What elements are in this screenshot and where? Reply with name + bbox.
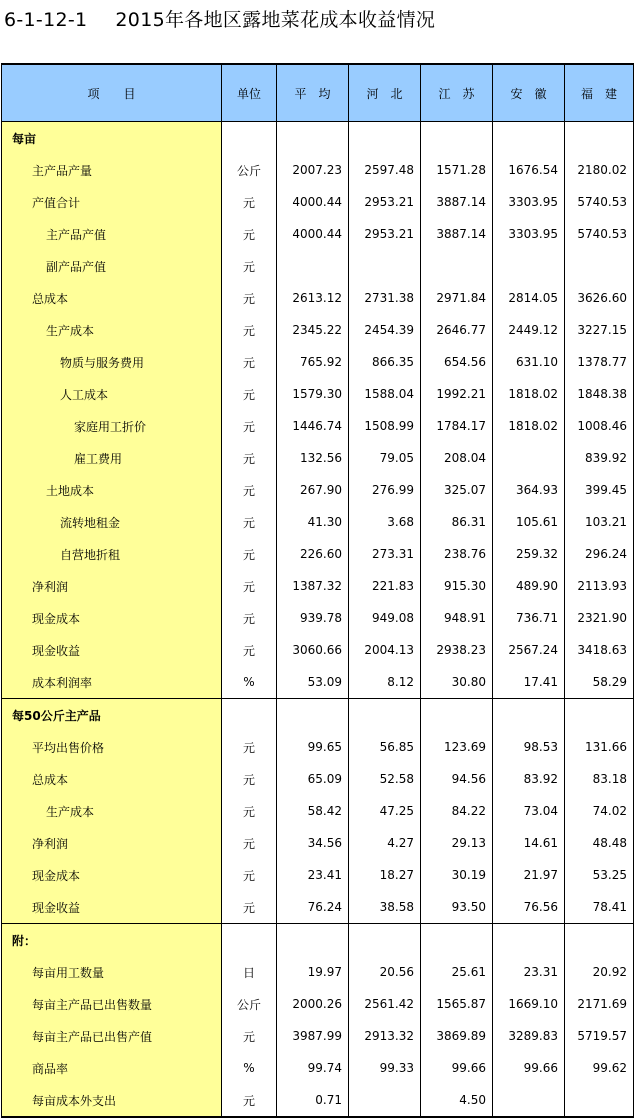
cell-hebei: 47.25 [349,795,421,827]
cell-anhui: 1818.02 [493,378,565,410]
cell-hebei: 20.56 [349,956,421,988]
cell-anhui [493,122,565,155]
cell-anhui: 21.97 [493,859,565,891]
cell-hebei: 52.58 [349,763,421,795]
cell-fujian: 2180.02 [565,154,634,186]
row-unit: 元 [222,314,277,346]
cell-jiangsu: 208.04 [421,442,493,474]
row-label: 每50公斤主产品 [2,699,222,732]
row-label: 总成本 [2,763,222,795]
row-label: 自营地折租 [2,538,222,570]
cell-fujian: 3418.63 [565,634,634,666]
cell-hebei: 2953.21 [349,186,421,218]
cell-jiangsu [421,122,493,155]
table-row [2,859,634,891]
cell-hebei: 2004.13 [349,634,421,666]
cell-jiangsu: 1571.28 [421,154,493,186]
cell-average: 1387.32 [277,570,349,602]
section-row [2,699,634,732]
table-row [2,956,634,988]
cell-hebei: 38.58 [349,891,421,924]
cell-average: 765.92 [277,346,349,378]
row-label: 净利润 [2,827,222,859]
cell-hebei: 2597.48 [349,154,421,186]
cell-average: 65.09 [277,763,349,795]
cell-jiangsu: 94.56 [421,763,493,795]
cell-hebei: 4.27 [349,827,421,859]
cell-average: 2345.22 [277,314,349,346]
cell-jiangsu: 25.61 [421,956,493,988]
cell-hebei: 1588.04 [349,378,421,410]
cell-average: 2007.23 [277,154,349,186]
cell-hebei: 276.99 [349,474,421,506]
cell-average: 34.56 [277,827,349,859]
cell-average: 4000.44 [277,218,349,250]
row-unit: 元 [222,474,277,506]
cell-hebei: 2731.38 [349,282,421,314]
row-label: 平均出售价格 [2,731,222,763]
cell-hebei: 56.85 [349,731,421,763]
cell-jiangsu: 4.50 [421,1084,493,1117]
cell-hebei [349,250,421,282]
cell-jiangsu: 2971.84 [421,282,493,314]
cell-average: 76.24 [277,891,349,924]
cell-jiangsu [421,250,493,282]
cell-hebei: 1508.99 [349,410,421,442]
table-row [2,795,634,827]
cell-fujian: 78.41 [565,891,634,924]
cell-jiangsu: 84.22 [421,795,493,827]
cell-fujian: 48.48 [565,827,634,859]
cell-jiangsu: 238.76 [421,538,493,570]
cell-fujian: 74.02 [565,795,634,827]
cell-hebei: 8.12 [349,666,421,699]
row-unit: 元 [222,859,277,891]
row-unit: 元 [222,731,277,763]
row-unit: 元 [222,378,277,410]
cell-anhui [493,924,565,957]
header-hebei: 河 北 [349,64,421,122]
cell-jiangsu: 948.91 [421,602,493,634]
table-row [2,634,634,666]
cost-income-table [1,63,634,1118]
row-label: 附： [2,924,222,957]
cell-hebei: 2913.32 [349,1020,421,1052]
cell-fujian: 99.62 [565,1052,634,1084]
table-row [2,250,634,282]
row-label: 每亩 [2,122,222,155]
cell-average: 226.60 [277,538,349,570]
cell-jiangsu: 1565.87 [421,988,493,1020]
cell-average: 0.71 [277,1084,349,1117]
cell-anhui: 259.32 [493,538,565,570]
cell-hebei: 18.27 [349,859,421,891]
row-label: 副产品产值 [2,250,222,282]
cell-hebei: 79.05 [349,442,421,474]
table-row [2,827,634,859]
cell-anhui: 17.41 [493,666,565,699]
cell-fujian: 3227.15 [565,314,634,346]
cell-average: 1579.30 [277,378,349,410]
cell-anhui [493,250,565,282]
cell-anhui: 14.61 [493,827,565,859]
cell-fujian: 5719.57 [565,1020,634,1052]
cell-jiangsu: 93.50 [421,891,493,924]
cell-fujian: 1378.77 [565,346,634,378]
header-anhui: 安 徽 [493,64,565,122]
row-unit: 日 [222,956,277,988]
cell-anhui: 98.53 [493,731,565,763]
table-code: 6-1-12-1 [4,9,88,31]
cell-fujian: 399.45 [565,474,634,506]
cell-anhui: 2449.12 [493,314,565,346]
cell-average: 939.78 [277,602,349,634]
cell-hebei: 221.83 [349,570,421,602]
header-jiangsu: 江 苏 [421,64,493,122]
cell-jiangsu: 654.56 [421,346,493,378]
cell-anhui [493,699,565,732]
row-label: 主产品产值 [2,218,222,250]
row-label: 成本利润率 [2,666,222,699]
cell-anhui: 105.61 [493,506,565,538]
table-row [2,891,634,924]
table-row [2,731,634,763]
table-row [2,1052,634,1084]
header-row [2,64,634,122]
table-row [2,474,634,506]
cell-jiangsu [421,924,493,957]
cell-hebei: 3.68 [349,506,421,538]
table-row [2,218,634,250]
row-unit: 元 [222,186,277,218]
row-label: 每亩主产品已出售数量 [2,988,222,1020]
cell-fujian: 296.24 [565,538,634,570]
cell-average: 53.09 [277,666,349,699]
cell-hebei: 949.08 [349,602,421,634]
cell-fujian: 53.25 [565,859,634,891]
cell-average: 3987.99 [277,1020,349,1052]
cell-fujian [565,699,634,732]
cell-jiangsu: 86.31 [421,506,493,538]
cell-fujian: 58.29 [565,666,634,699]
row-label: 现金成本 [2,859,222,891]
cell-fujian: 5740.53 [565,186,634,218]
cell-anhui: 489.90 [493,570,565,602]
cell-anhui: 3289.83 [493,1020,565,1052]
section-row [2,122,634,155]
row-unit: % [222,1052,277,1084]
cell-fujian: 2321.90 [565,602,634,634]
cell-average: 99.74 [277,1052,349,1084]
header-average: 平 均 [277,64,349,122]
table-title: 2015年各地区露地菜花成本收益情况 [115,9,436,31]
cell-jiangsu: 1784.17 [421,410,493,442]
table-row [2,346,634,378]
cell-fujian: 839.92 [565,442,634,474]
cell-jiangsu: 99.66 [421,1052,493,1084]
row-label: 流转地租金 [2,506,222,538]
cell-fujian [565,250,634,282]
row-label: 生产成本 [2,314,222,346]
row-unit: 元 [222,346,277,378]
cell-jiangsu: 30.80 [421,666,493,699]
cell-hebei [349,699,421,732]
row-unit: 元 [222,891,277,924]
cell-average: 41.30 [277,506,349,538]
cell-fujian: 83.18 [565,763,634,795]
cell-anhui: 73.04 [493,795,565,827]
row-unit: 元 [222,827,277,859]
cell-anhui: 1669.10 [493,988,565,1020]
table-body [2,122,634,1118]
row-unit: 元 [222,763,277,795]
page-title [4,3,435,37]
table-row [2,378,634,410]
cell-fujian: 1848.38 [565,378,634,410]
cell-anhui: 3303.95 [493,218,565,250]
cell-jiangsu: 325.07 [421,474,493,506]
cell-average: 132.56 [277,442,349,474]
cell-fujian: 1008.46 [565,410,634,442]
row-label: 家庭用工折价 [2,410,222,442]
row-unit: 元 [222,538,277,570]
cell-anhui: 3303.95 [493,186,565,218]
cell-anhui: 2814.05 [493,282,565,314]
cell-hebei: 866.35 [349,346,421,378]
cell-average: 99.65 [277,731,349,763]
header-item: 项 目 [2,64,222,122]
cell-hebei [349,122,421,155]
cell-average: 2000.26 [277,988,349,1020]
row-label: 每亩用工数量 [2,956,222,988]
row-label: 现金收益 [2,891,222,924]
cell-hebei [349,1084,421,1117]
cell-average: 23.41 [277,859,349,891]
row-label: 主产品产量 [2,154,222,186]
table-row [2,988,634,1020]
row-label: 生产成本 [2,795,222,827]
cell-anhui: 83.92 [493,763,565,795]
cell-jiangsu: 3887.14 [421,186,493,218]
cell-anhui: 2567.24 [493,634,565,666]
row-unit: 元 [222,442,277,474]
table-row [2,763,634,795]
table-row [2,570,634,602]
row-unit: % [222,666,277,699]
cell-jiangsu: 29.13 [421,827,493,859]
cell-hebei: 2454.39 [349,314,421,346]
row-label: 总成本 [2,282,222,314]
cell-fujian: 103.21 [565,506,634,538]
cell-average: 3060.66 [277,634,349,666]
table-row [2,442,634,474]
cell-jiangsu: 915.30 [421,570,493,602]
cell-average [277,122,349,155]
row-unit: 公斤 [222,988,277,1020]
cell-anhui [493,442,565,474]
row-label: 现金成本 [2,602,222,634]
cell-fujian [565,122,634,155]
row-unit: 元 [222,218,277,250]
cell-average: 4000.44 [277,186,349,218]
cell-fujian: 3626.60 [565,282,634,314]
row-label: 商品率 [2,1052,222,1084]
cell-jiangsu: 30.19 [421,859,493,891]
row-unit: 元 [222,795,277,827]
row-unit: 元 [222,1020,277,1052]
cell-jiangsu: 3869.89 [421,1020,493,1052]
row-label: 产值合计 [2,186,222,218]
header-unit: 单位 [222,64,277,122]
cell-fujian [565,924,634,957]
cell-fujian: 5740.53 [565,218,634,250]
row-unit [222,924,277,957]
cell-hebei [349,924,421,957]
cell-hebei: 2561.42 [349,988,421,1020]
cell-jiangsu: 2646.77 [421,314,493,346]
cell-average: 19.97 [277,956,349,988]
cell-anhui: 364.93 [493,474,565,506]
row-label: 雇工费用 [2,442,222,474]
row-unit: 元 [222,250,277,282]
cell-fujian: 20.92 [565,956,634,988]
row-unit [222,699,277,732]
row-label: 净利润 [2,570,222,602]
cell-average: 58.42 [277,795,349,827]
row-unit: 元 [222,506,277,538]
table-row [2,314,634,346]
cell-fujian: 131.66 [565,731,634,763]
table-row [2,282,634,314]
table-row [2,538,634,570]
header-fujian: 福 建 [565,64,634,122]
cell-anhui: 1676.54 [493,154,565,186]
row-label: 土地成本 [2,474,222,506]
table-row [2,1020,634,1052]
cell-anhui: 23.31 [493,956,565,988]
row-label: 现金收益 [2,634,222,666]
row-label: 人工成本 [2,378,222,410]
row-unit: 元 [222,410,277,442]
cell-jiangsu: 3887.14 [421,218,493,250]
row-unit: 公斤 [222,154,277,186]
cell-anhui: 631.10 [493,346,565,378]
row-unit [222,122,277,155]
row-unit: 元 [222,282,277,314]
cell-average: 2613.12 [277,282,349,314]
cell-hebei: 273.31 [349,538,421,570]
section-row [2,924,634,957]
cell-anhui [493,1084,565,1117]
cell-jiangsu: 1992.21 [421,378,493,410]
cell-hebei: 99.33 [349,1052,421,1084]
cell-jiangsu: 2938.23 [421,634,493,666]
table-row [2,666,634,699]
row-label: 每亩主产品已出售产值 [2,1020,222,1052]
row-unit: 元 [222,602,277,634]
cell-anhui: 1818.02 [493,410,565,442]
row-label: 物质与服务费用 [2,346,222,378]
cell-jiangsu [421,699,493,732]
cell-hebei: 2953.21 [349,218,421,250]
cell-average [277,250,349,282]
row-unit: 元 [222,1084,277,1117]
cell-anhui: 736.71 [493,602,565,634]
cell-anhui: 76.56 [493,891,565,924]
table-row [2,602,634,634]
cell-average: 267.90 [277,474,349,506]
row-label: 每亩成本外支出 [2,1084,222,1117]
cell-fujian: 2171.69 [565,988,634,1020]
cell-jiangsu: 123.69 [421,731,493,763]
row-unit: 元 [222,634,277,666]
cell-average: 1446.74 [277,410,349,442]
table-row [2,410,634,442]
cell-fujian [565,1084,634,1117]
cell-average [277,699,349,732]
table-row [2,186,634,218]
table-row [2,1084,634,1117]
cell-anhui: 99.66 [493,1052,565,1084]
table-row [2,154,634,186]
table-row [2,506,634,538]
cell-average [277,924,349,957]
row-unit: 元 [222,570,277,602]
cell-fujian: 2113.93 [565,570,634,602]
